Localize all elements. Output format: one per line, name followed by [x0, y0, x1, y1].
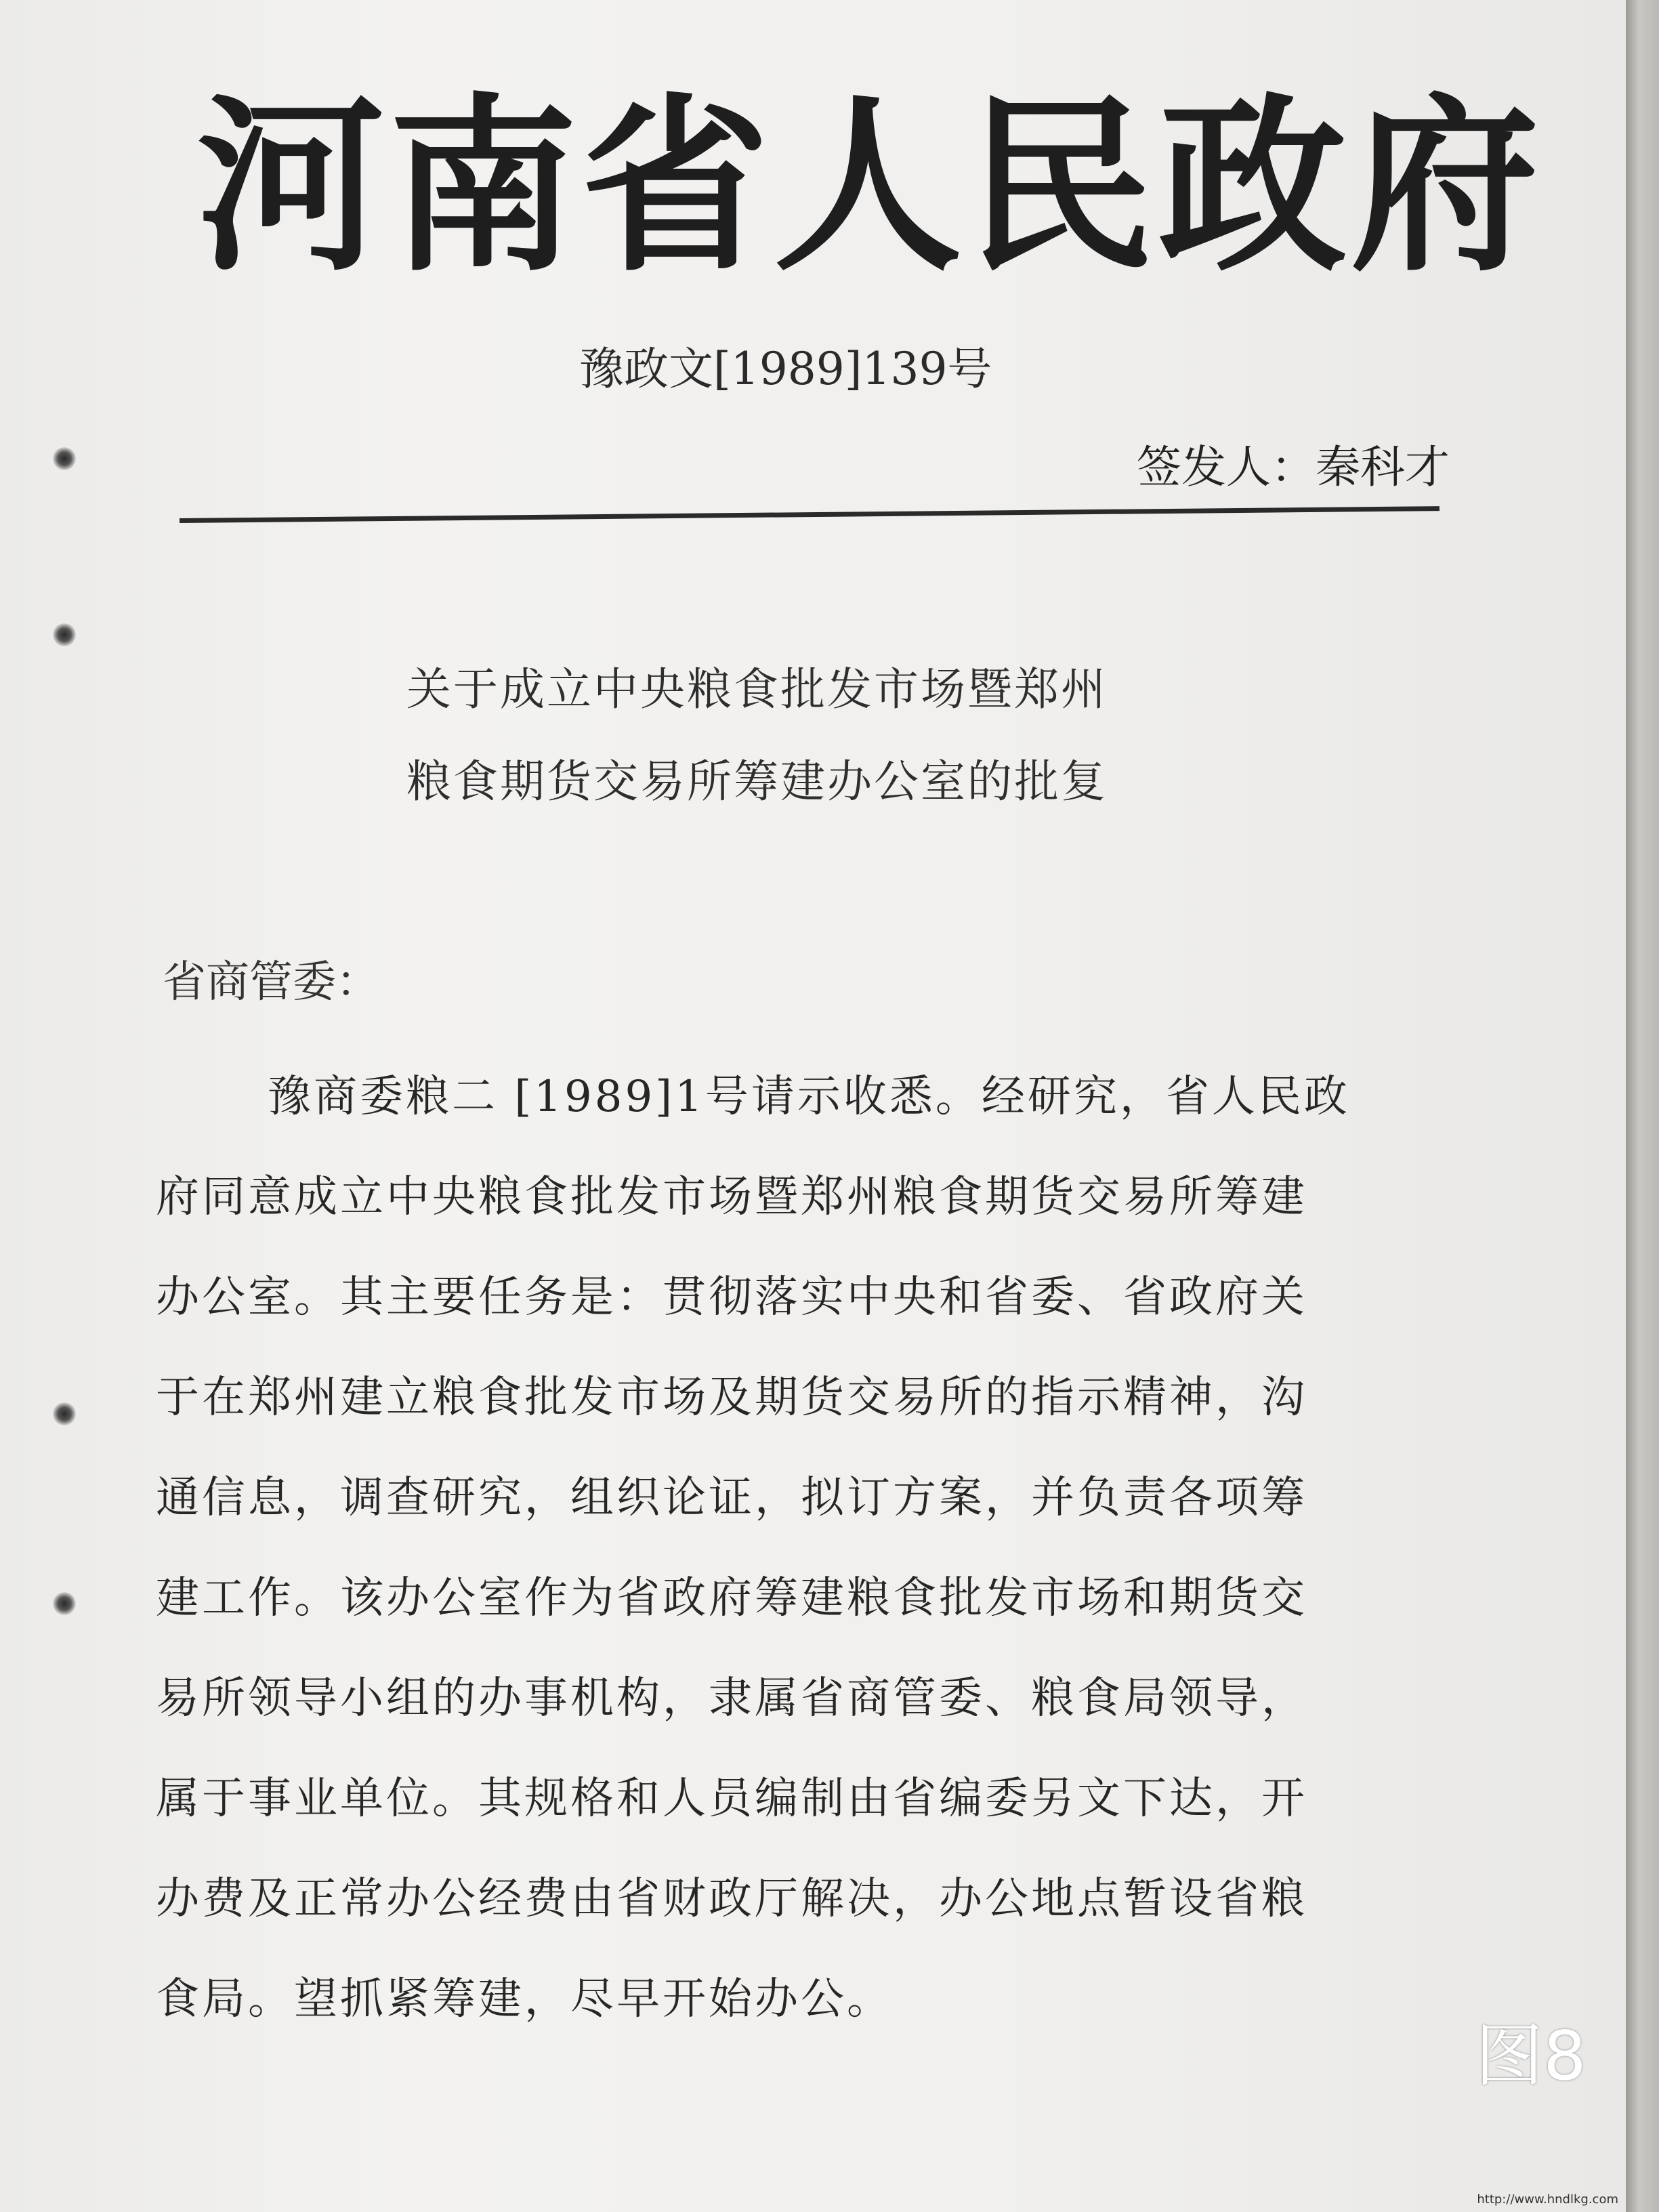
body-line-8: 属于事业单位。其规格和人员编制由省编委另文下达，开	[156, 1774, 1307, 1824]
body-line-1: 豫商委粮二 [1989]1号请示收悉。经研究，省人民政	[268, 1072, 1350, 1122]
body-text	[156, 1047, 1511, 2049]
punch-hole-2	[53, 623, 76, 646]
punch-hole-1	[53, 447, 76, 470]
site-watermark: http://www.hndlkg.com	[1477, 2192, 1618, 2207]
title-line-2: 粮食期货交易所筹建办公室的批复	[406, 755, 1108, 808]
body-line-3: 办公室。其主要任务是：贯彻落实中央和省委、省政府关	[156, 1272, 1307, 1322]
page-edge-shadow	[1626, 0, 1659, 2212]
body-line-6: 建工作。该办公室作为省政府筹建粮食批发市场和期货交	[156, 1573, 1307, 1623]
body-line-9: 办费及正常办公经费由省财政厅解决，办公地点暂设省粮	[156, 1874, 1307, 1924]
header-divider	[180, 506, 1440, 523]
addressee: 省商管委：	[163, 957, 379, 1007]
body-line-2: 府同意成立中央粮食批发市场暨郑州粮食期货交易所筹建	[156, 1172, 1307, 1222]
document-title	[406, 644, 1253, 828]
punch-hole-3	[53, 1402, 76, 1425]
body-line-4: 于在郑州建立粮食批发市场及期货交易所的指示精神，沟	[156, 1373, 1307, 1423]
body-line-7: 易所领导小组的办事机构，隶属省商管委、粮食局领导，	[156, 1673, 1307, 1724]
figure-label: 图8	[1475, 2016, 1587, 2095]
body-line-5: 通信息，调查研究，组织论证，拟订方案，并负责各项筹	[156, 1473, 1307, 1523]
signer: 签发人：秦科才	[1137, 441, 1450, 493]
body-line-10: 食局。望抓紧筹建，尽早开始办公。	[156, 1974, 893, 2024]
punch-hole-4	[53, 1592, 76, 1615]
title-line-1: 关于成立中央粮食批发市场暨郑州	[406, 663, 1108, 715]
document-number: 豫政文[1989]139号	[579, 343, 992, 395]
masthead-title: 河南省人民政府	[196, 75, 1543, 297]
